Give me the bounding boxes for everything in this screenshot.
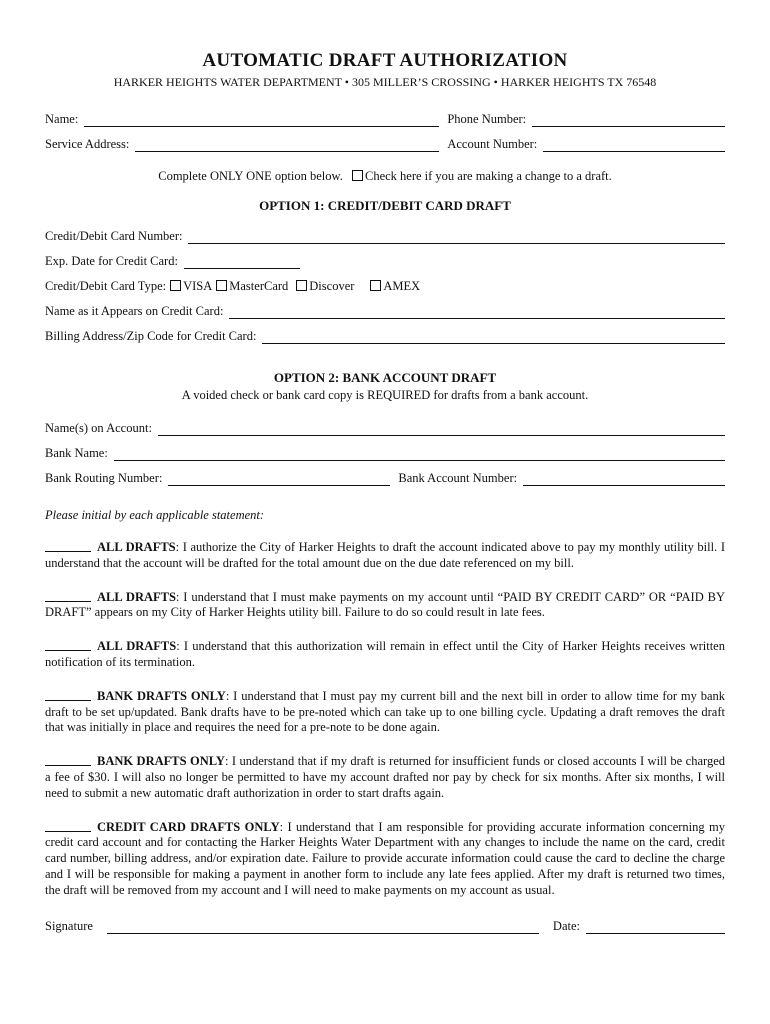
- card-number-field[interactable]: [188, 229, 725, 244]
- name-phone-row: [45, 102, 725, 127]
- name-label: Name:: [45, 112, 79, 126]
- bank-account-field[interactable]: [523, 471, 725, 486]
- mastercard-checkbox[interactable]: [216, 280, 227, 291]
- change-draft-label: Check here if you are making a change to a draft.: [364, 169, 612, 183]
- name-on-card-row: [45, 294, 725, 319]
- statement-text: : I understand that I am responsible for providing accurate information concerning my credit card account and for contacting the Harker Heights Water Department with any changes to include the name on the card, credit card number, billing address, and/or expiration date. Failure to provide accurate information could cause the card to decline the charge and I will be responsible for making a payment in another form to include any late fees applied. After my draft is returned two times, the draft will be removed from my account and I will need to make payments on my account as usual.: [45, 819, 726, 897]
- statement-bank-drafts-fees: [45, 754, 725, 801]
- card-number-row: [45, 219, 725, 244]
- amex-checkbox[interactable]: [370, 280, 381, 291]
- statement-heading: ALL DRAFTS: [97, 639, 177, 654]
- initial-blank[interactable]: [45, 754, 91, 766]
- statement-heading: BANK DRAFTS ONLY: [97, 688, 226, 703]
- option2-heading: OPTION 2: BANK ACCOUNT DRAFT: [273, 370, 497, 385]
- signature-label: Signature: [45, 918, 93, 933]
- account-number-field[interactable]: [543, 137, 725, 152]
- statement-text: : I authorize the City of Harker Heights to draft the account indicated above to pay my monthly utility bill. I understand that the account will be drafted for the total amount due on the due date referenced on my bill.: [45, 540, 725, 570]
- service-address-label: Service Address:: [45, 137, 130, 151]
- statement-heading: CREDIT CARD DRAFTS ONLY: [97, 819, 280, 834]
- address-account-row: [45, 127, 725, 152]
- option1-heading: OPTION 1: CREDIT/DEBIT CARD DRAFT: [259, 198, 511, 213]
- name-on-card-field[interactable]: [229, 304, 725, 319]
- account-names-row: [45, 411, 725, 436]
- statement-all-drafts-authorize: [45, 540, 725, 572]
- bank-name-label: Bank Name:: [45, 446, 108, 460]
- initial-blank[interactable]: [45, 590, 91, 602]
- signature-row: [45, 909, 725, 934]
- initial-blank[interactable]: [45, 820, 91, 832]
- bank-name-row: [45, 436, 725, 461]
- statement-heading: ALL DRAFTS: [97, 589, 176, 604]
- discover-label: Discover: [309, 279, 355, 293]
- name-field[interactable]: [84, 112, 439, 127]
- statement-text: : I understand that I must pay my current bill and the next bill in order to allow time for my bank draft to be set up/updated. Bank drafts have to be pre-noted which can take up to one billing cycle. Updating a draft removes the draft that was initially in place and requires the need for a pre-note to be done again.: [45, 688, 725, 735]
- service-address-field[interactable]: [135, 137, 439, 152]
- mastercard-label: MasterCard: [229, 279, 289, 293]
- statement-text: : I understand that if my draft is returned for insufficient funds or closed accounts I will be charged a fee of $30. I will also no longer be permitted to have my account drafted nor pay by check for six months. After six months, I will need to submit a new automatic draft authorization in order to start drafts again.: [45, 754, 725, 800]
- exp-date-label: Exp. Date for Credit Card:: [45, 254, 178, 268]
- card-type-label: Credit/Debit Card Type:: [45, 279, 167, 293]
- initial-blank[interactable]: [45, 639, 91, 651]
- discover-checkbox[interactable]: [296, 280, 307, 291]
- option2-note: A voided check or bank card copy is REQUIRED for drafts from a bank account.: [181, 388, 589, 402]
- signature-field[interactable]: [107, 919, 539, 934]
- routing-label: Bank Routing Number:: [45, 471, 163, 485]
- account-number-label: Account Number:: [447, 137, 538, 151]
- date-label: Date:: [552, 918, 580, 933]
- exp-date-row: [45, 244, 725, 269]
- visa-checkbox[interactable]: [170, 280, 181, 291]
- card-number-label: Credit/Debit Card Number:: [45, 229, 183, 243]
- exp-date-field[interactable]: [184, 254, 300, 269]
- change-draft-checkbox[interactable]: [352, 170, 363, 181]
- account-names-field[interactable]: [158, 421, 725, 436]
- name-on-card-label: Name as it Appears on Credit Card:: [45, 304, 224, 318]
- statement-all-drafts-termination: [45, 639, 725, 671]
- form-title: AUTOMATIC DRAFT AUTHORIZATION: [202, 50, 568, 71]
- bank-account-label: Bank Account Number:: [398, 471, 518, 485]
- initial-instructions: Please initial by each applicable statement:: [45, 508, 265, 522]
- initial-blank[interactable]: [45, 540, 91, 552]
- card-type-row: [45, 269, 725, 294]
- statement-heading: BANK DRAFTS ONLY: [97, 754, 225, 769]
- instructions-text: Complete ONLY ONE option below.: [158, 169, 343, 183]
- date-field[interactable]: [586, 919, 725, 934]
- statement-all-drafts-payments: [45, 590, 725, 622]
- statement-heading: ALL DRAFTS: [97, 540, 176, 554]
- statement-text: : I understand that this authorization will remain in effect until the City of Harker Heights receives written notification of its termination.: [45, 639, 725, 669]
- billing-row: [45, 319, 725, 344]
- statement-text: : I understand that I must make payments on my account until “PAID BY CREDIT CARD” OR “PAID BY DRAFT” appears on my City of Harker Heights utility bill. Failure to do so could result in late fees.: [45, 589, 725, 620]
- statement-bank-drafts-prenote: [45, 689, 725, 736]
- phone-label: Phone Number:: [447, 112, 527, 126]
- phone-field[interactable]: [532, 112, 725, 127]
- visa-label: VISA: [183, 279, 213, 293]
- card-type-discover[interactable]: [296, 279, 354, 294]
- initial-blank[interactable]: [45, 689, 91, 701]
- routing-account-row: [45, 461, 725, 486]
- routing-field[interactable]: [168, 471, 390, 486]
- billing-field[interactable]: [262, 329, 725, 344]
- billing-label: Billing Address/Zip Code for Credit Card:: [45, 329, 257, 343]
- account-names-label: Name(s) on Account:: [45, 421, 152, 435]
- card-type-mastercard[interactable]: [216, 279, 288, 294]
- instructions-line: [45, 169, 725, 184]
- bank-name-field[interactable]: [114, 446, 725, 461]
- card-type-visa[interactable]: [170, 279, 212, 294]
- card-type-amex[interactable]: [370, 279, 420, 294]
- amex-label: AMEX: [383, 279, 421, 293]
- form-subtitle: HARKER HEIGHTS WATER DEPARTMENT • 305 MILLER’S CROSSING • HARKER HEIGHTS TX 76548: [113, 75, 657, 89]
- statement-credit-card-drafts: [45, 820, 725, 899]
